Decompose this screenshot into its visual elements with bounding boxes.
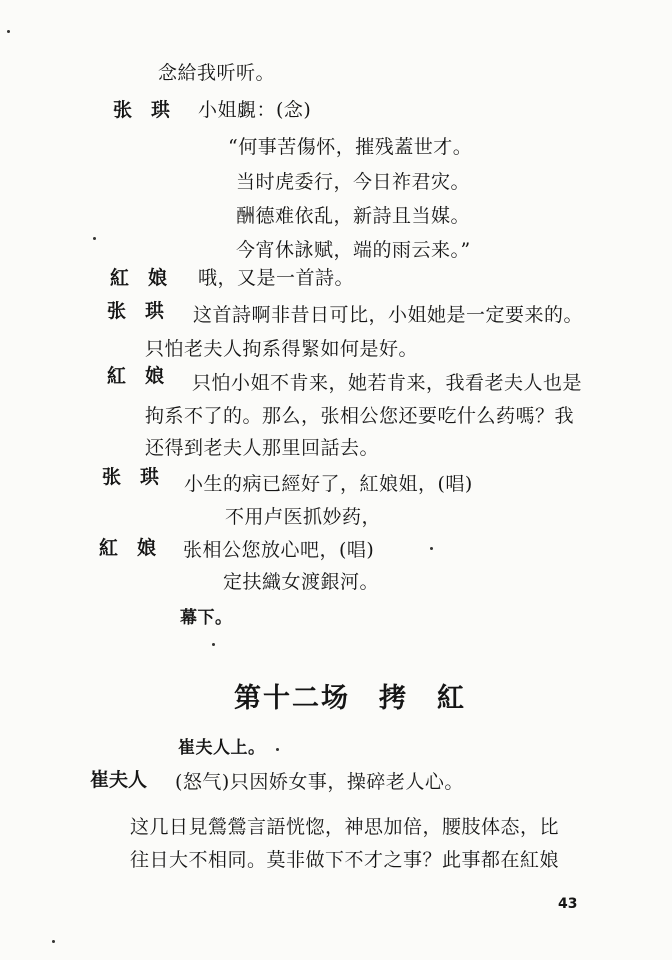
text-line: 这首詩啊非昔日可比，小姐她是一定要来的。 bbox=[193, 304, 584, 326]
text-line: 往日大不相同。莫非做下不才之事？此事都在紅娘 bbox=[130, 849, 560, 871]
stage-direction: 崔夫人上。 bbox=[178, 738, 266, 758]
verse-line: 当时虎委行，今日祚君灾。 bbox=[236, 171, 471, 193]
scene-title: 第十二场 拷 紅 bbox=[234, 683, 466, 714]
text-line: (怒气)只因娇女事，操碎老人心。 bbox=[175, 771, 464, 793]
text-line: 小生的病已經好了，紅娘姐，(唱) bbox=[184, 473, 473, 495]
text-line: 这几日見鶯鶯言語恍惚，神思加倍，腰肢体态，比 bbox=[130, 816, 560, 838]
text-line: 张相公您放心吧，(唱) bbox=[183, 539, 375, 561]
verse-line: 不用卢医抓妙药， bbox=[225, 506, 382, 528]
verse-line: 酬德难依乱，新詩且当媒。 bbox=[236, 205, 471, 227]
scan-speck bbox=[430, 547, 433, 550]
text-line: 哦，又是一首詩。 bbox=[198, 267, 355, 289]
speaker-label: 紅 娘 bbox=[110, 267, 168, 289]
text-line: 还得到老夫人那里回話去。 bbox=[145, 437, 380, 459]
scan-speck bbox=[52, 940, 55, 943]
text-line: 只怕小姐不肯来，她若肯来，我看老夫人也是 bbox=[192, 372, 583, 394]
speaker-label: 崔夫人 bbox=[90, 769, 148, 791]
speaker-label: 张 珙 bbox=[113, 99, 171, 121]
speaker-label: 紅 娘 bbox=[99, 537, 157, 559]
speaker-label: 张 珙 bbox=[102, 466, 160, 488]
scan-speck bbox=[7, 30, 10, 33]
scan-speck bbox=[93, 237, 96, 240]
verse-line: 今宵休詠赋，端的雨云来。” bbox=[236, 239, 471, 261]
text-line: 只怕老夫人拘系得緊如何是好。 bbox=[145, 338, 419, 360]
speaker-label: 紅 娘 bbox=[107, 365, 165, 387]
text-line: 念給我听听。 bbox=[158, 62, 276, 84]
stage-direction: 幕下。 bbox=[180, 608, 233, 628]
text-line: 小姐覷：(念) bbox=[198, 99, 312, 121]
verse-line: 定扶織女渡銀河。 bbox=[223, 571, 380, 593]
speaker-label: 张 珙 bbox=[107, 300, 165, 322]
scan-speck bbox=[212, 643, 215, 646]
page-number: 43 bbox=[558, 896, 578, 912]
verse-line: “何事苦傷怀，摧残蓋世才。 bbox=[228, 136, 473, 158]
scan-speck bbox=[276, 748, 279, 751]
text-line: 拘系不了的。那么，张相公您还要吃什么药嗎？我 bbox=[145, 405, 575, 427]
